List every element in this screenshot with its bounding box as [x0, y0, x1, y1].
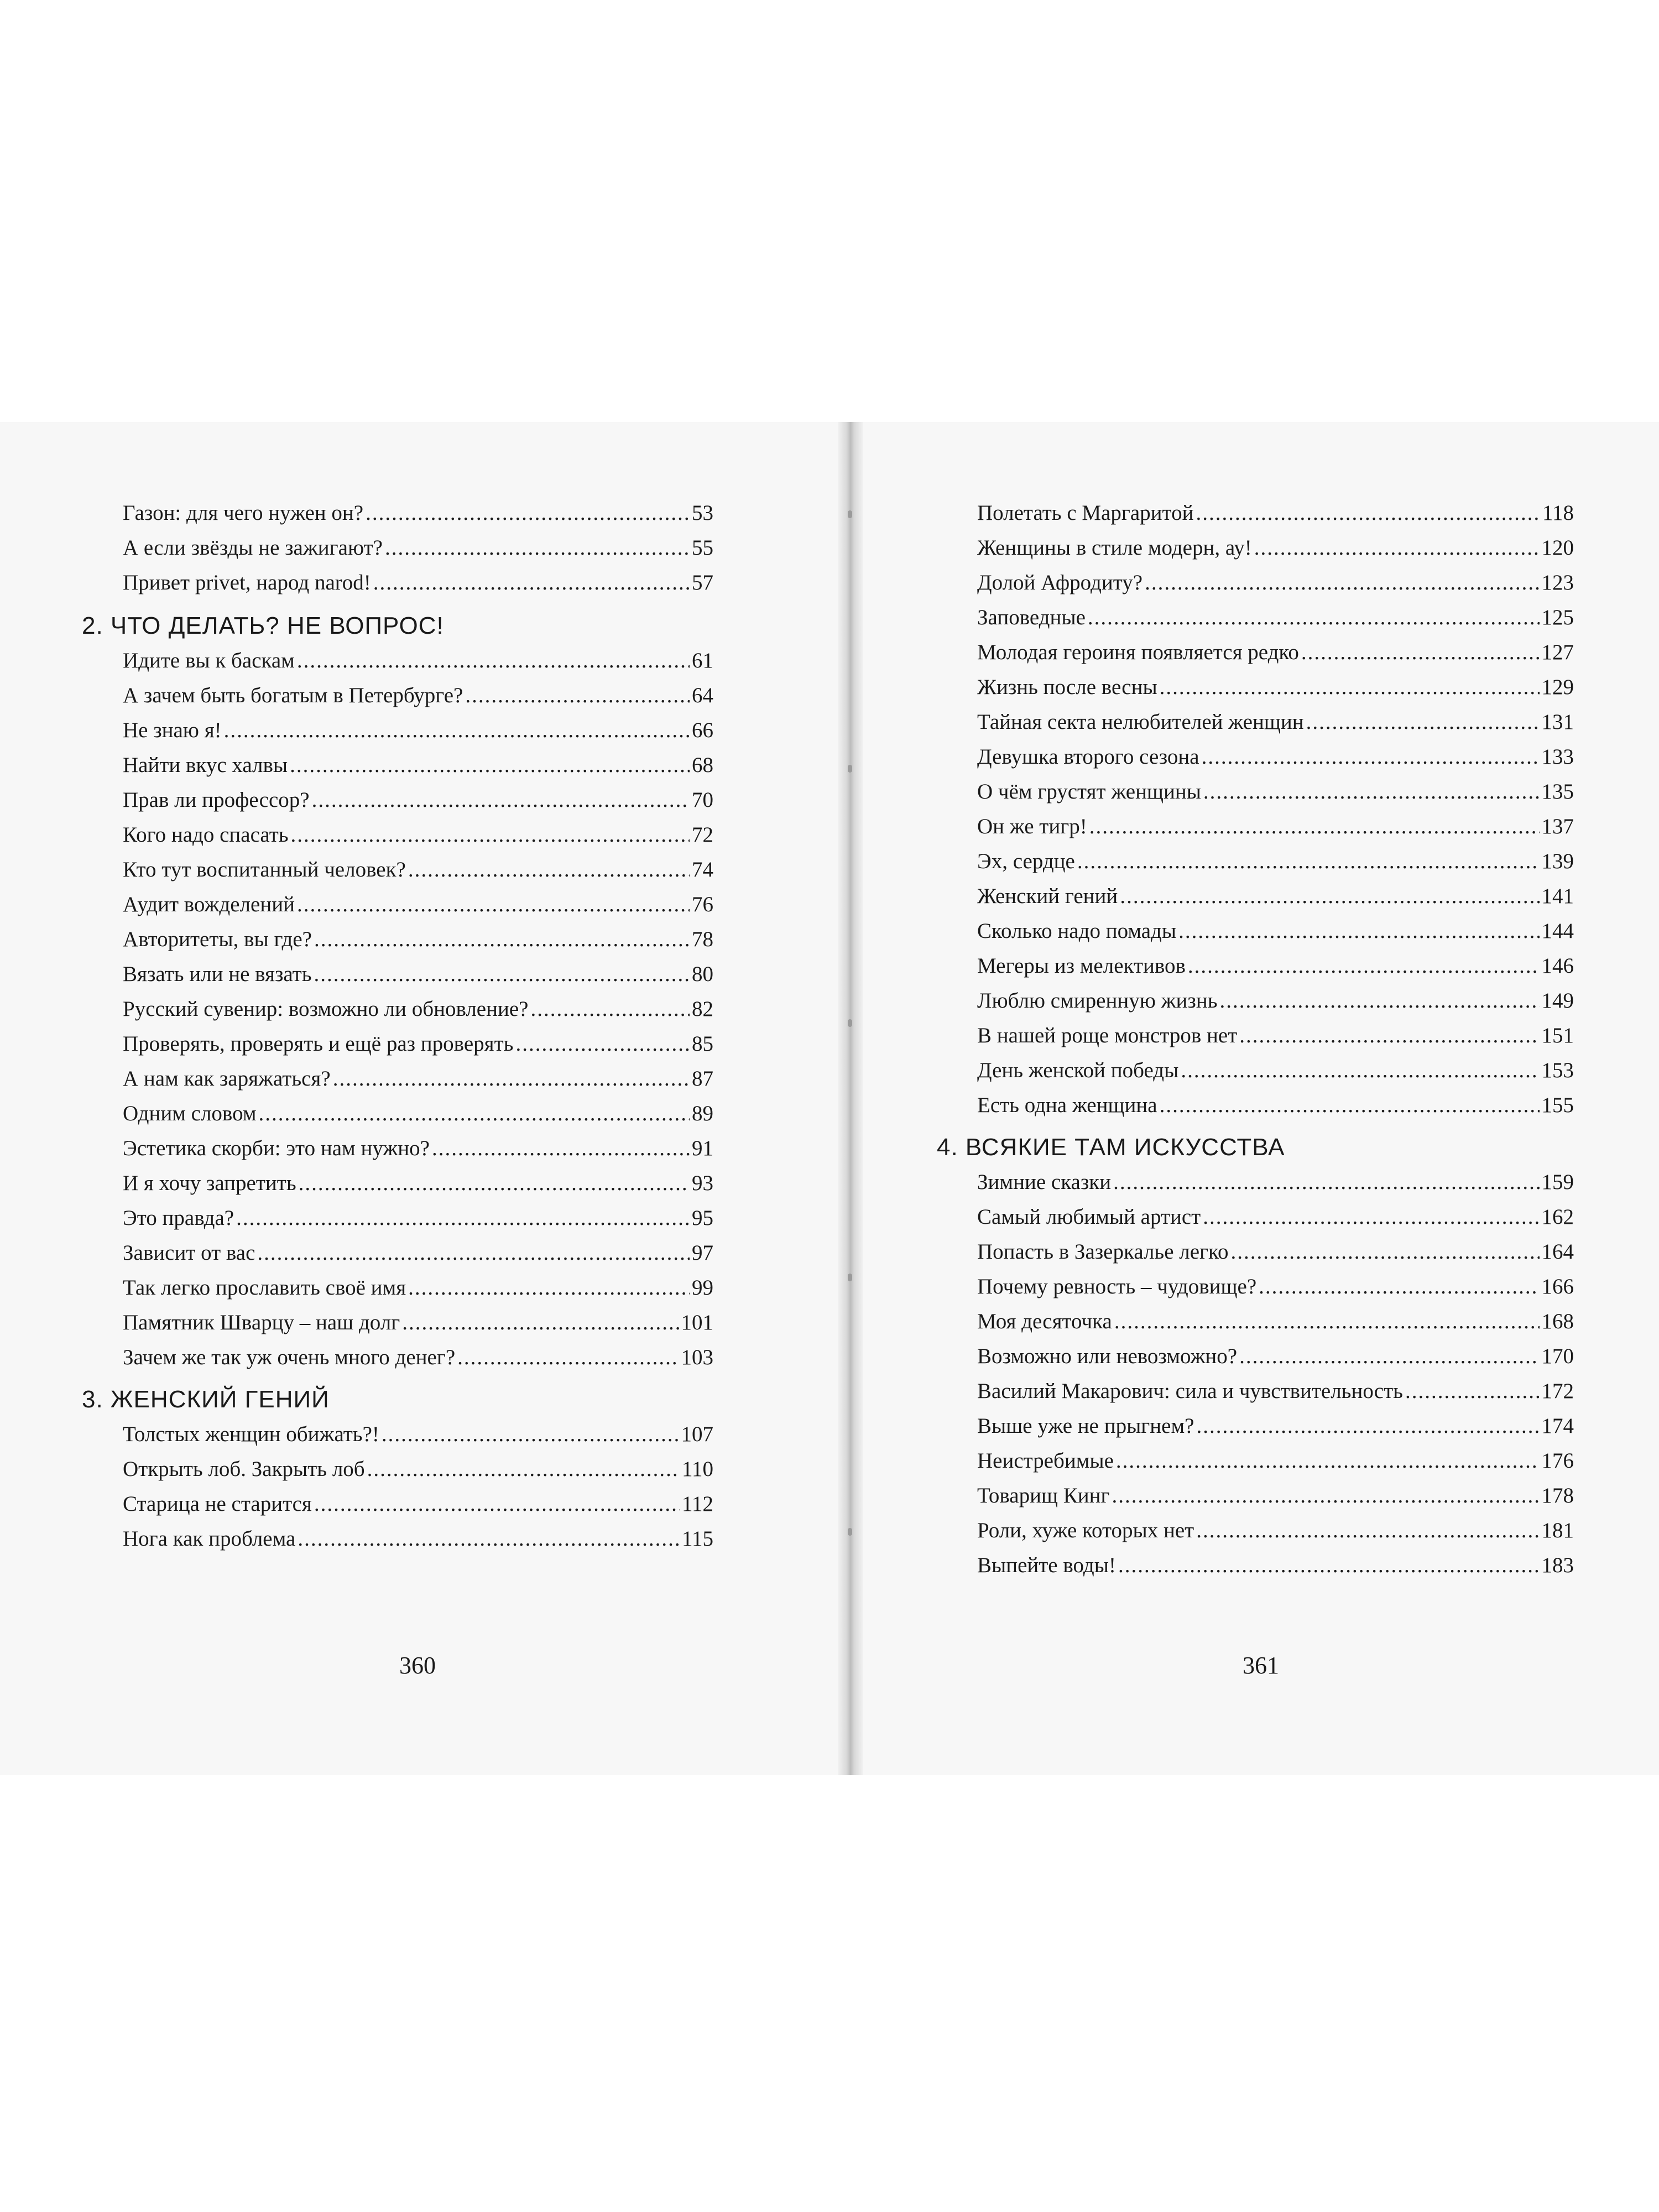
right-page: [863, 422, 1659, 1775]
toc-entry-title: Мегеры из мелективов: [977, 954, 1186, 978]
section-heading: 3. ЖЕНСКИЙ ГЕНИЙ: [82, 1386, 330, 1413]
leader-dots: [465, 682, 690, 709]
leader-dots: [366, 499, 690, 527]
toc-entry-page: 149: [1541, 989, 1574, 1013]
leader-dots: [1077, 848, 1540, 875]
toc-entry-page: 127: [1541, 640, 1574, 664]
toc-entry-page: 66: [692, 718, 713, 742]
toc-entry-page: 91: [692, 1136, 713, 1160]
toc-entry-title: А если звёзды не зажигают?: [123, 536, 383, 560]
leader-dots: [1219, 987, 1539, 1015]
toc-entry-title: Василий Макарович: сила и чувствительность: [977, 1379, 1403, 1403]
leader-dots: [333, 1065, 690, 1093]
toc-entry: [123, 821, 713, 849]
section-heading: 2. ЧТО ДЕЛАТЬ? НЕ ВОПРОС!: [82, 612, 444, 639]
leader-dots: [291, 821, 690, 849]
leader-dots: [1118, 1552, 1540, 1579]
toc-entry: [977, 708, 1574, 736]
toc-entry-page: 141: [1541, 884, 1574, 908]
toc-entry-title: Выше уже не прыгнем?: [977, 1414, 1194, 1438]
leader-dots: [367, 1455, 680, 1483]
toc-entry-title: Сколько надо помады: [977, 919, 1177, 943]
toc-entry: [977, 569, 1574, 597]
toc-entry-page: 176: [1541, 1449, 1574, 1473]
leader-dots: [1120, 883, 1539, 910]
toc-entry-page: 103: [681, 1345, 713, 1369]
toc-entry: [977, 987, 1574, 1015]
toc-entry-page: 101: [681, 1311, 713, 1334]
leader-dots: [1239, 1343, 1539, 1370]
toc-entry-title: Полетать с Маргаритой: [977, 501, 1194, 525]
toc-entry-page: 120: [1541, 536, 1574, 560]
toc-entry-title: Газон: для чего нужен он?: [123, 501, 364, 525]
toc-entry: [977, 1378, 1574, 1405]
binding-stitch: [848, 1528, 852, 1536]
toc-entry-page: 74: [692, 858, 713, 881]
toc-entry: [123, 1135, 713, 1162]
toc-entry-page: 95: [692, 1206, 713, 1230]
leader-dots: [373, 569, 690, 597]
toc-entry-title: Эстетика скорби: это нам нужно?: [123, 1136, 430, 1160]
leader-dots: [257, 1239, 690, 1267]
toc-entry: [977, 1022, 1574, 1050]
toc-entry-page: 112: [681, 1492, 713, 1516]
leader-dots: [382, 1421, 679, 1448]
toc-entry-page: 133: [1541, 745, 1574, 769]
toc-entry-page: 97: [692, 1241, 713, 1265]
toc-entry-page: 139: [1541, 849, 1574, 873]
leader-dots: [408, 1274, 690, 1302]
leader-dots: [259, 1100, 690, 1128]
toc-entry: [123, 1421, 713, 1448]
leader-dots: [1088, 604, 1540, 632]
toc-entry-title: Так легко прославить своё имя: [123, 1276, 406, 1300]
leader-dots: [1145, 569, 1539, 597]
toc-entry: [977, 604, 1574, 632]
toc-entry: [977, 1552, 1574, 1579]
book-spine: [838, 422, 863, 1775]
toc-entry: [123, 786, 713, 814]
toc-entry: [977, 1203, 1574, 1231]
toc-entry-page: 123: [1541, 571, 1574, 594]
toc-entry-title: Это правда?: [123, 1206, 234, 1230]
toc-entry-page: 89: [692, 1102, 713, 1125]
toc-entry-title: Привет privet, народ narod!: [123, 571, 371, 594]
toc-entry-page: 82: [692, 997, 713, 1021]
toc-entry: [977, 1092, 1574, 1119]
toc-entry-title: Зимние сказки: [977, 1170, 1112, 1194]
toc-entry-page: 144: [1541, 919, 1574, 943]
toc-entry-page: 159: [1541, 1170, 1574, 1194]
toc-entry-page: 80: [692, 962, 713, 986]
toc-entry-page: 110: [681, 1457, 713, 1481]
toc-entry: [123, 1030, 713, 1058]
toc-entry-page: 151: [1541, 1024, 1574, 1047]
toc-entry-title: Толстых женщин обижать?!: [123, 1422, 379, 1446]
leader-dots: [1178, 917, 1539, 945]
toc-entry: [123, 682, 713, 709]
binding-stitch: [848, 1019, 852, 1027]
leader-dots: [457, 1344, 679, 1371]
leader-dots: [1114, 1308, 1540, 1335]
toc-entry: [123, 961, 713, 988]
toc-entry-page: 181: [1541, 1519, 1574, 1542]
toc-entry-page: 115: [681, 1527, 713, 1551]
toc-entry-title: Роли, хуже которых нет: [977, 1519, 1194, 1542]
binding-stitch: [848, 510, 852, 518]
toc-entry-title: Выпейте воды!: [977, 1553, 1116, 1577]
toc-entry-title: Тайная секта нелюбителей женщин: [977, 710, 1304, 734]
leader-dots: [297, 647, 690, 675]
leader-dots: [432, 1135, 690, 1162]
toc-entry: [123, 891, 713, 919]
toc-entry-title: И я хочу запретить: [123, 1171, 296, 1195]
toc-entry-title: Жизнь после весны: [977, 675, 1157, 699]
toc-entry: [977, 883, 1574, 910]
leader-dots: [385, 534, 690, 562]
toc-entry-page: 61: [692, 649, 713, 672]
toc-entry-title: Зачем же так уж очень много денег?: [123, 1345, 456, 1369]
toc-entry: [977, 1447, 1574, 1475]
toc-entry-page: 107: [681, 1422, 713, 1446]
leader-dots: [1239, 1022, 1539, 1050]
toc-entry-title: Эх, сердце: [977, 849, 1075, 873]
toc-entry: [977, 1482, 1574, 1510]
toc-entry: [123, 1455, 713, 1483]
toc-entry: [123, 1100, 713, 1128]
leader-dots: [1188, 952, 1540, 980]
toc-entry: [123, 569, 713, 597]
toc-entry-page: 178: [1541, 1484, 1574, 1507]
leader-dots: [1113, 1168, 1539, 1196]
toc-entry: [977, 499, 1574, 527]
toc-entry-title: Товарищ Кинг: [977, 1484, 1110, 1507]
leader-dots: [1203, 778, 1540, 806]
toc-entry-page: 125: [1541, 606, 1574, 629]
leader-dots: [297, 891, 690, 919]
toc-entry-page: 137: [1541, 815, 1574, 838]
toc-entry-page: 153: [1541, 1058, 1574, 1082]
toc-entry: [123, 926, 713, 953]
toc-entry-title: Молодая героиня появляется редко: [977, 640, 1299, 664]
toc-entry-page: 72: [692, 823, 713, 847]
toc-entry: [977, 674, 1574, 701]
toc-entry-title: Памятник Шварцу – наш долг: [123, 1311, 400, 1334]
toc-entry-page: 166: [1541, 1275, 1574, 1298]
toc-entry: [123, 1309, 713, 1337]
toc-entry-title: Женский гений: [977, 884, 1118, 908]
toc-entry: [977, 778, 1574, 806]
leader-dots: [314, 1490, 680, 1518]
leader-dots: [402, 1309, 679, 1337]
toc-entry: [123, 534, 713, 562]
toc-entry-title: Русский сувенир: возможно ли обновление?: [123, 997, 529, 1021]
toc-entry-title: Есть одна женщина: [977, 1093, 1157, 1117]
leader-dots: [1181, 1057, 1539, 1084]
toc-entry: [977, 743, 1574, 771]
toc-entry-page: 68: [692, 753, 713, 777]
leader-dots: [314, 961, 690, 988]
toc-entry: [123, 1239, 713, 1267]
toc-entry-title: Открыть лоб. Закрыть лоб: [123, 1457, 365, 1481]
toc-entry: [977, 848, 1574, 875]
toc-entry-title: Моя десяточка: [977, 1310, 1112, 1333]
toc-entry: [977, 1238, 1574, 1266]
toc-entry-page: 78: [692, 927, 713, 951]
leader-dots: [236, 1204, 690, 1232]
toc-entry: [123, 647, 713, 675]
toc-entry: [977, 1343, 1574, 1370]
toc-entry: [123, 1344, 713, 1371]
leader-dots: [1202, 743, 1540, 771]
toc-entry-title: Не знаю я!: [123, 718, 222, 742]
toc-entry: [123, 1490, 713, 1518]
toc-entry: [123, 1170, 713, 1197]
leader-dots: [224, 717, 690, 744]
leader-dots: [1160, 1092, 1540, 1119]
leader-dots: [314, 926, 690, 953]
toc-entry: [123, 1065, 713, 1093]
toc-entry-title: Кто тут воспитанный человек?: [123, 858, 406, 881]
leader-dots: [1254, 534, 1540, 562]
leader-dots: [530, 995, 690, 1023]
toc-entry-title: Зависит от вас: [123, 1241, 255, 1265]
toc-entry: [977, 1308, 1574, 1335]
toc-entry-page: 162: [1541, 1205, 1574, 1229]
toc-entry-title: Долой Афродиту?: [977, 571, 1143, 594]
toc-entry-title: Кого надо спасать: [123, 823, 289, 847]
toc-entry-title: В нашей роще монстров нет: [977, 1024, 1238, 1047]
toc-entry: [123, 499, 713, 527]
toc-entry-page: 99: [692, 1276, 713, 1300]
toc-entry-title: О чём грустят женщины: [977, 780, 1201, 804]
toc-entry: [123, 856, 713, 884]
toc-entry-page: 70: [692, 788, 713, 812]
toc-entry: [977, 1168, 1574, 1196]
toc-entry-title: Аудит вожделений: [123, 893, 295, 916]
toc-entry-page: 155: [1541, 1093, 1574, 1117]
leader-dots: [1231, 1238, 1540, 1266]
binding-stitch: [848, 1274, 852, 1281]
leader-dots: [290, 752, 690, 779]
leader-dots: [1196, 1517, 1539, 1545]
leader-dots: [1116, 1447, 1540, 1475]
toc-entry-title: Девушка второго сезона: [977, 745, 1199, 769]
toc-entry-page: 129: [1541, 675, 1574, 699]
section-heading: 4. ВСЯКИЕ ТАМ ИСКУССТВА: [937, 1134, 1285, 1161]
toc-entry: [123, 717, 713, 744]
toc-entry-page: 183: [1541, 1553, 1574, 1577]
toc-entry-page: 146: [1541, 954, 1574, 978]
left-page: [0, 422, 838, 1775]
toc-entry-page: 118: [1542, 501, 1574, 525]
toc-entry-title: Женщины в стиле модерн, ау!: [977, 536, 1252, 560]
leader-dots: [299, 1170, 690, 1197]
toc-entry-title: Идите вы к баскам: [123, 649, 295, 672]
toc-entry-title: Прав ли профессор?: [123, 788, 310, 812]
leader-dots: [515, 1030, 690, 1058]
toc-entry-page: 76: [692, 893, 713, 916]
leader-dots: [1196, 499, 1540, 527]
binding-stitch: [848, 765, 852, 773]
toc-entry: [123, 995, 713, 1023]
toc-entry: [977, 813, 1574, 841]
toc-entry-title: Вязать или не вязать: [123, 962, 312, 986]
toc-entry-page: 85: [692, 1032, 713, 1056]
toc-entry-page: 135: [1541, 780, 1574, 804]
leader-dots: [312, 786, 690, 814]
toc-entry-page: 87: [692, 1067, 713, 1091]
toc-entry-page: 55: [692, 536, 713, 560]
toc-entry-title: Заповедные: [977, 606, 1086, 629]
page-number: 361: [1243, 1652, 1279, 1679]
toc-entry-page: 164: [1541, 1240, 1574, 1264]
toc-entry-title: А зачем быть богатым в Петербурге?: [123, 684, 463, 707]
toc-entry-page: 64: [692, 684, 713, 707]
toc-entry-page: 57: [692, 571, 713, 594]
toc-entry-page: 53: [692, 501, 713, 525]
toc-entry: [123, 1525, 713, 1553]
leader-dots: [1259, 1273, 1539, 1301]
toc-entry-page: 168: [1541, 1310, 1574, 1333]
toc-entry-title: Авторитеты, вы где?: [123, 927, 312, 951]
toc-entry: [977, 1057, 1574, 1084]
toc-entry-title: Попасть в Зазеркалье легко: [977, 1240, 1229, 1264]
leader-dots: [1301, 639, 1540, 666]
toc-entry-title: День женской победы: [977, 1058, 1179, 1082]
page-number: 360: [399, 1652, 436, 1679]
toc-entry-page: 172: [1541, 1379, 1574, 1403]
book-spread: [0, 422, 1659, 1775]
toc-entry-title: Почему ревность – чудовище?: [977, 1275, 1257, 1298]
toc-entry-page: 93: [692, 1171, 713, 1195]
toc-entry-title: Он же тигр!: [977, 815, 1087, 838]
toc-entry: [977, 1273, 1574, 1301]
leader-dots: [1405, 1378, 1540, 1405]
leader-dots: [1112, 1482, 1540, 1510]
toc-entry: [123, 1274, 713, 1302]
toc-entry-title: Самый любимый артист: [977, 1205, 1201, 1229]
toc-entry: [977, 534, 1574, 562]
leader-dots: [1196, 1412, 1539, 1440]
toc-entry: [977, 639, 1574, 666]
toc-entry: [977, 917, 1574, 945]
leader-dots: [298, 1525, 680, 1553]
toc-entry-title: А нам как заряжаться?: [123, 1067, 331, 1091]
leader-dots: [1089, 813, 1540, 841]
leader-dots: [1160, 674, 1540, 701]
toc-entry-page: 131: [1541, 710, 1574, 734]
toc-entry: [123, 752, 713, 779]
toc-entry: [123, 1204, 713, 1232]
leader-dots: [1203, 1203, 1539, 1231]
toc-entry: [977, 1517, 1574, 1545]
leader-dots: [408, 856, 690, 884]
toc-entry-title: Нога как проблема: [123, 1527, 296, 1551]
toc-entry-page: 174: [1541, 1414, 1574, 1438]
toc-entry-title: Неистребимые: [977, 1449, 1114, 1473]
toc-entry-title: Люблю смиренную жизнь: [977, 989, 1218, 1013]
toc-entry-page: 170: [1541, 1344, 1574, 1368]
toc-entry-title: Возможно или невозможно?: [977, 1344, 1238, 1368]
toc-entry-title: Найти вкус халвы: [123, 753, 288, 777]
toc-entry: [977, 952, 1574, 980]
toc-entry-title: Одним словом: [123, 1102, 257, 1125]
toc-entry-title: Старица не старится: [123, 1492, 312, 1516]
leader-dots: [1306, 708, 1540, 736]
toc-entry-title: Проверять, проверять и ещё раз проверять: [123, 1032, 514, 1056]
toc-entry: [977, 1412, 1574, 1440]
